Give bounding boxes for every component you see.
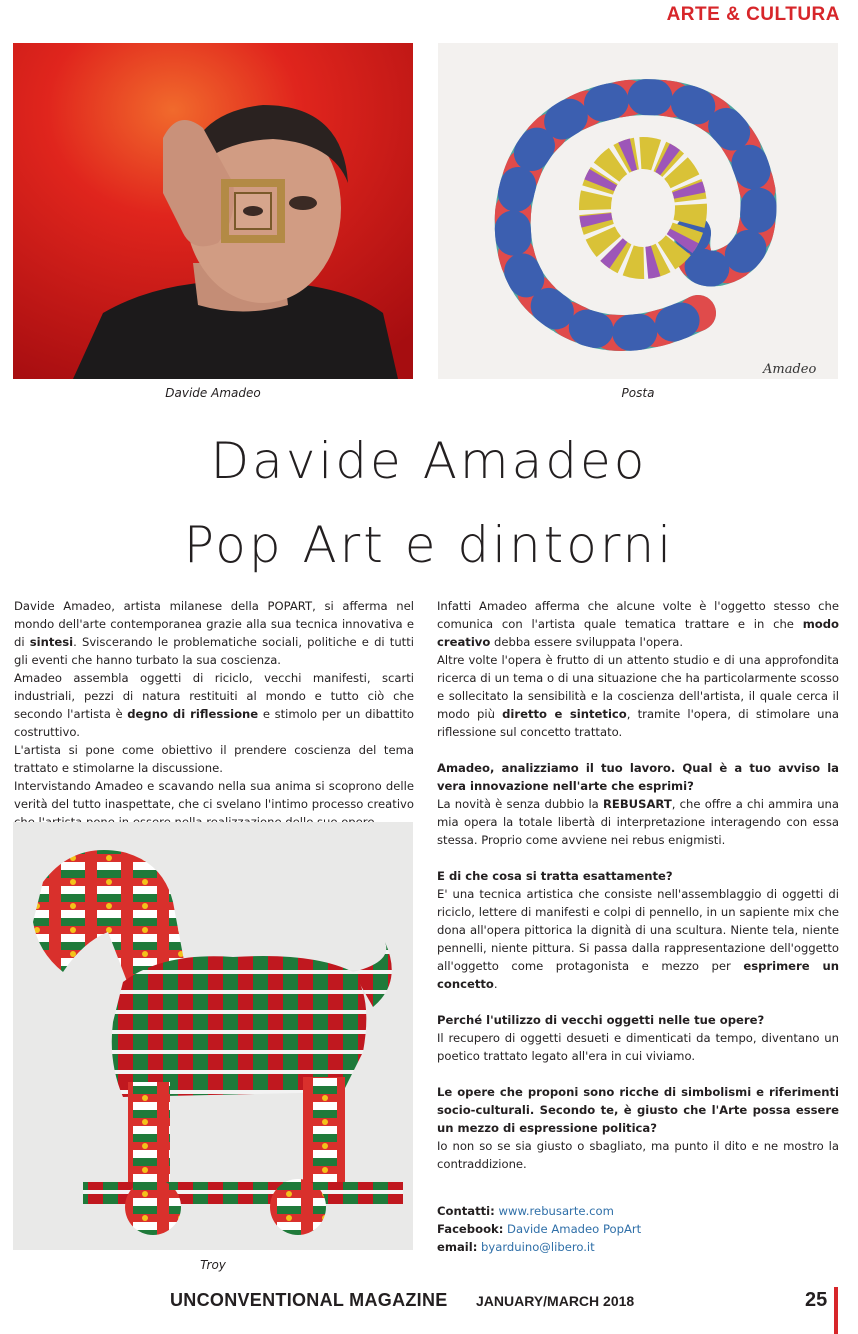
footer-issue-date: JANUARY/MARCH 2018 — [476, 1293, 635, 1309]
left-paragraph-4: Intervistando Amadeo e scavando nella sua anima si scoprono delle verità del tutto inaspettate, che ci svelano l'intimo processo creativo — [14, 779, 414, 811]
question-3: Perché l'utilizzo di vecchi oggetti nelle tue opere? — [437, 1013, 765, 1027]
contacts-block — [437, 1202, 839, 1256]
question-1: Amadeo, analizziamo il tuo lavoro. Qual è a tuo avviso la vera innovazione nell'arte che esprimi? — [437, 761, 839, 793]
left-paragraph-3: L'artista si pone come obiettivo il prendere coscienza del tema trattato e stimolarne la discussione. — [14, 743, 414, 775]
portrait-caption: Davide Amadeo — [165, 386, 261, 400]
question-2: E di che cosa si tratta esattamente? — [437, 869, 673, 883]
answer-1: La novità è senza dubbio la REBUSART, che offre a chi ammira una mia opera la totale libertà di interpretazione interagendo con essa stessa. Proprio come avviene nei rebus enigmisti. — [437, 797, 839, 847]
troy-caption: Troy — [200, 1258, 226, 1272]
posta-caption: Posta — [621, 386, 655, 400]
contact-facebook: Facebook: Davide Amadeo PopArt — [437, 1222, 642, 1236]
artist-portrait-photo — [13, 43, 413, 379]
headline-line-1: Davide Amadeo — [210, 432, 648, 490]
right-paragraph-2: Altre volte l'opera è frutto di un attento studio e di una approfondita ricerca di un tema o di una situazione che ha particolarmente scosso e sollecitato la sensibilità e la coscienza dell'artista, il quale cerca il modo più diretto e sintetico, tramite l'opera, di stimolare una riflessione sul concetto trattato. — [437, 653, 839, 739]
question-4: Le opere che proponi sono ricche di simbolismi e riferimenti socio-culturali. Secondo te, è giusto che l'Arte possa essere un mezzo di espressione politica? — [437, 1085, 839, 1135]
page-number-bar — [834, 1287, 838, 1334]
facebook-link[interactable]: Davide Amadeo PopArt — [503, 1222, 642, 1236]
left-paragraph-1: Davide Amadeo, artista milanese della POPART, si afferma nel mondo dell'arte contemporanea grazie alla sua tecnica innovativa e di sintesi. Sviscerando le problematiche sociali, politiche e di tutti gli eventi che hanno turbato la sua coscienza. — [14, 599, 414, 667]
left-paragraph-2: Amadeo assembla oggetti di riciclo, vecchi manifesti, scarti industriali, pezzi di natura restituiti al mondo e tutto ciò che secondo l'artista è degno di riflessione e stimolo per un dibattito costruttivo. — [14, 671, 414, 739]
page-number: 25 — [805, 1289, 828, 1311]
section-tag: ARTE & CULTURA — [666, 4, 840, 25]
contact-email: email: byarduino@libero.it — [437, 1240, 595, 1254]
answer-2: E' una tecnica artistica che consiste nell'assemblaggio di oggetti di riciclo, lettere di manifesti e colpi di pennello, in un sapiente mix che dona all'opera pittorica la dignità di una scultura. Niente tela, niente pennelli, niente pittura. Si passa dalla rappresentazione dell'oggetto all'oggetto come protagonista e mezzo per esprimere un concetto. — [437, 887, 840, 991]
right-paragraph-1: Infatti Amadeo afferma che alcune volte è l'oggetto stesso che comunica con l'artista quale tematica trattare e in che modo creativo debba essere sviluppata l'opera. — [437, 599, 839, 649]
website-link[interactable]: www.rebusarte.com — [494, 1204, 614, 1218]
posta-artwork-photo — [438, 43, 838, 379]
answer-4: Io non so se sia giusto o sbagliato, ma punto il dito e ne mostro la contraddizione. — [437, 1139, 839, 1171]
contact-website: Contatti: www.rebusarte.com — [437, 1204, 614, 1218]
footer-magazine-name: UNCONVENTIONAL MAGAZINE — [170, 1290, 448, 1310]
left-column — [14, 597, 414, 831]
posta-signature: Amadeo — [763, 362, 817, 377]
answer-3: Il recupero di oggetti desueti e dimenticati da tempo, diventano un poetico trattato legato all'era in cui viviamo. — [437, 1031, 839, 1063]
troy-artwork-photo — [13, 822, 413, 1250]
headline-line-2: Pop Art e dintorni — [183, 516, 675, 574]
right-column — [437, 597, 839, 1173]
email-link[interactable]: byarduino@libero.it — [477, 1240, 595, 1254]
